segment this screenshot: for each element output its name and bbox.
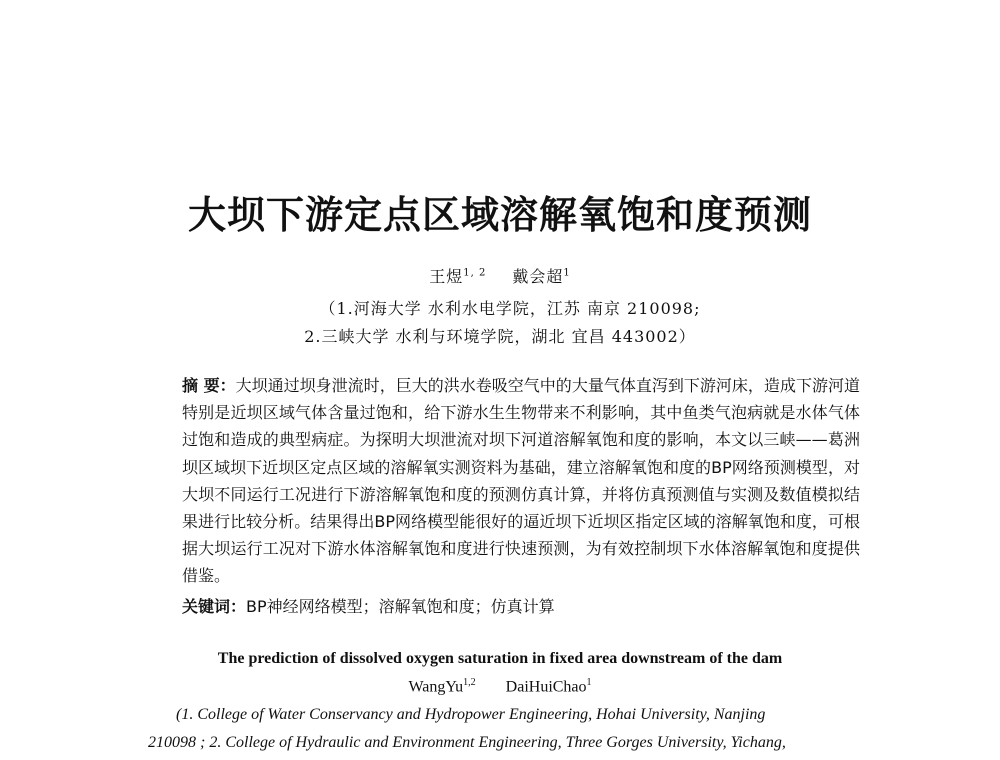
affiliation-cn-2: 2.三峡大学 水利与环境学院，湖北 宜昌 443002）: [304, 327, 696, 346]
author-name: 戴会超: [512, 267, 564, 286]
keywords-cn: [182, 594, 555, 617]
author-list-cn: [0, 264, 1000, 287]
paper-title-cn: 大坝下游定点区域溶解氧饱和度预测: [187, 192, 812, 237]
author-name: DaiHuiChao: [505, 678, 587, 696]
keywords-text: BP神经网络模型；溶解氧饱和度；仿真计算: [246, 597, 555, 616]
keywords-label: 关键词：: [182, 597, 247, 616]
abstract-text: 大坝通过坝身泄流时，巨大的洪水卷吸空气中的大量气体直泻到下游河床，造成下游河道特别是近坝区域气体含量过饱和，给下游水生生物带来不利影响，其中鱼类气泡病就是水体气体过饱和造成的典型病症。为探明大坝泄流对坝下河道溶解氧饱和度的影响，本文以三峡——葛洲坝区域坝下近坝区定点区域的溶解氧实测资料为基础，建立溶解氧饱和度的BP网络预测模型，对大坝不同运行工况进行下游溶解氧饱和度的预测仿真计算，并将仿真预测值与实测及数值模拟结果进行比较分析。结果得出BP网络模型能很好的逼近坝下近坝区指定区域的溶解氧饱和度，可根据大坝运行工况对下游水体溶解氧饱和度进行快速预测，为有效控制坝下水体溶解氧饱和度提供借鉴。: [182, 376, 860, 586]
paper-title-en: The prediction of dissolved oxygen saturation in fixed area downstream of the dam: [217, 650, 783, 667]
author-affiliation-mark: 1: [586, 677, 592, 688]
author-affiliation-mark: 1,2: [463, 677, 476, 688]
author-affiliation-mark: 1, 2: [463, 267, 487, 279]
abstract-cn: [148, 372, 860, 590]
author-affiliation-mark: 1: [563, 267, 571, 279]
abstract-label: 摘 要：: [182, 376, 236, 395]
author-list-en: [0, 677, 1000, 696]
author-name: WangYu: [408, 678, 464, 696]
affiliation-en-1: (1. College of Water Conservancy and Hydropower Engineering, Hohai University, Nanjing: [176, 706, 766, 723]
affiliation-en-2: 210098 ; 2. College of Hydraulic and Environment Engineering, Three Gorges University, Yichang,: [148, 734, 786, 751]
author-name: 王煜: [429, 267, 464, 286]
affiliation-cn-1: （1.河海大学 水利水电学院，江苏 南京 210098;: [319, 299, 701, 318]
